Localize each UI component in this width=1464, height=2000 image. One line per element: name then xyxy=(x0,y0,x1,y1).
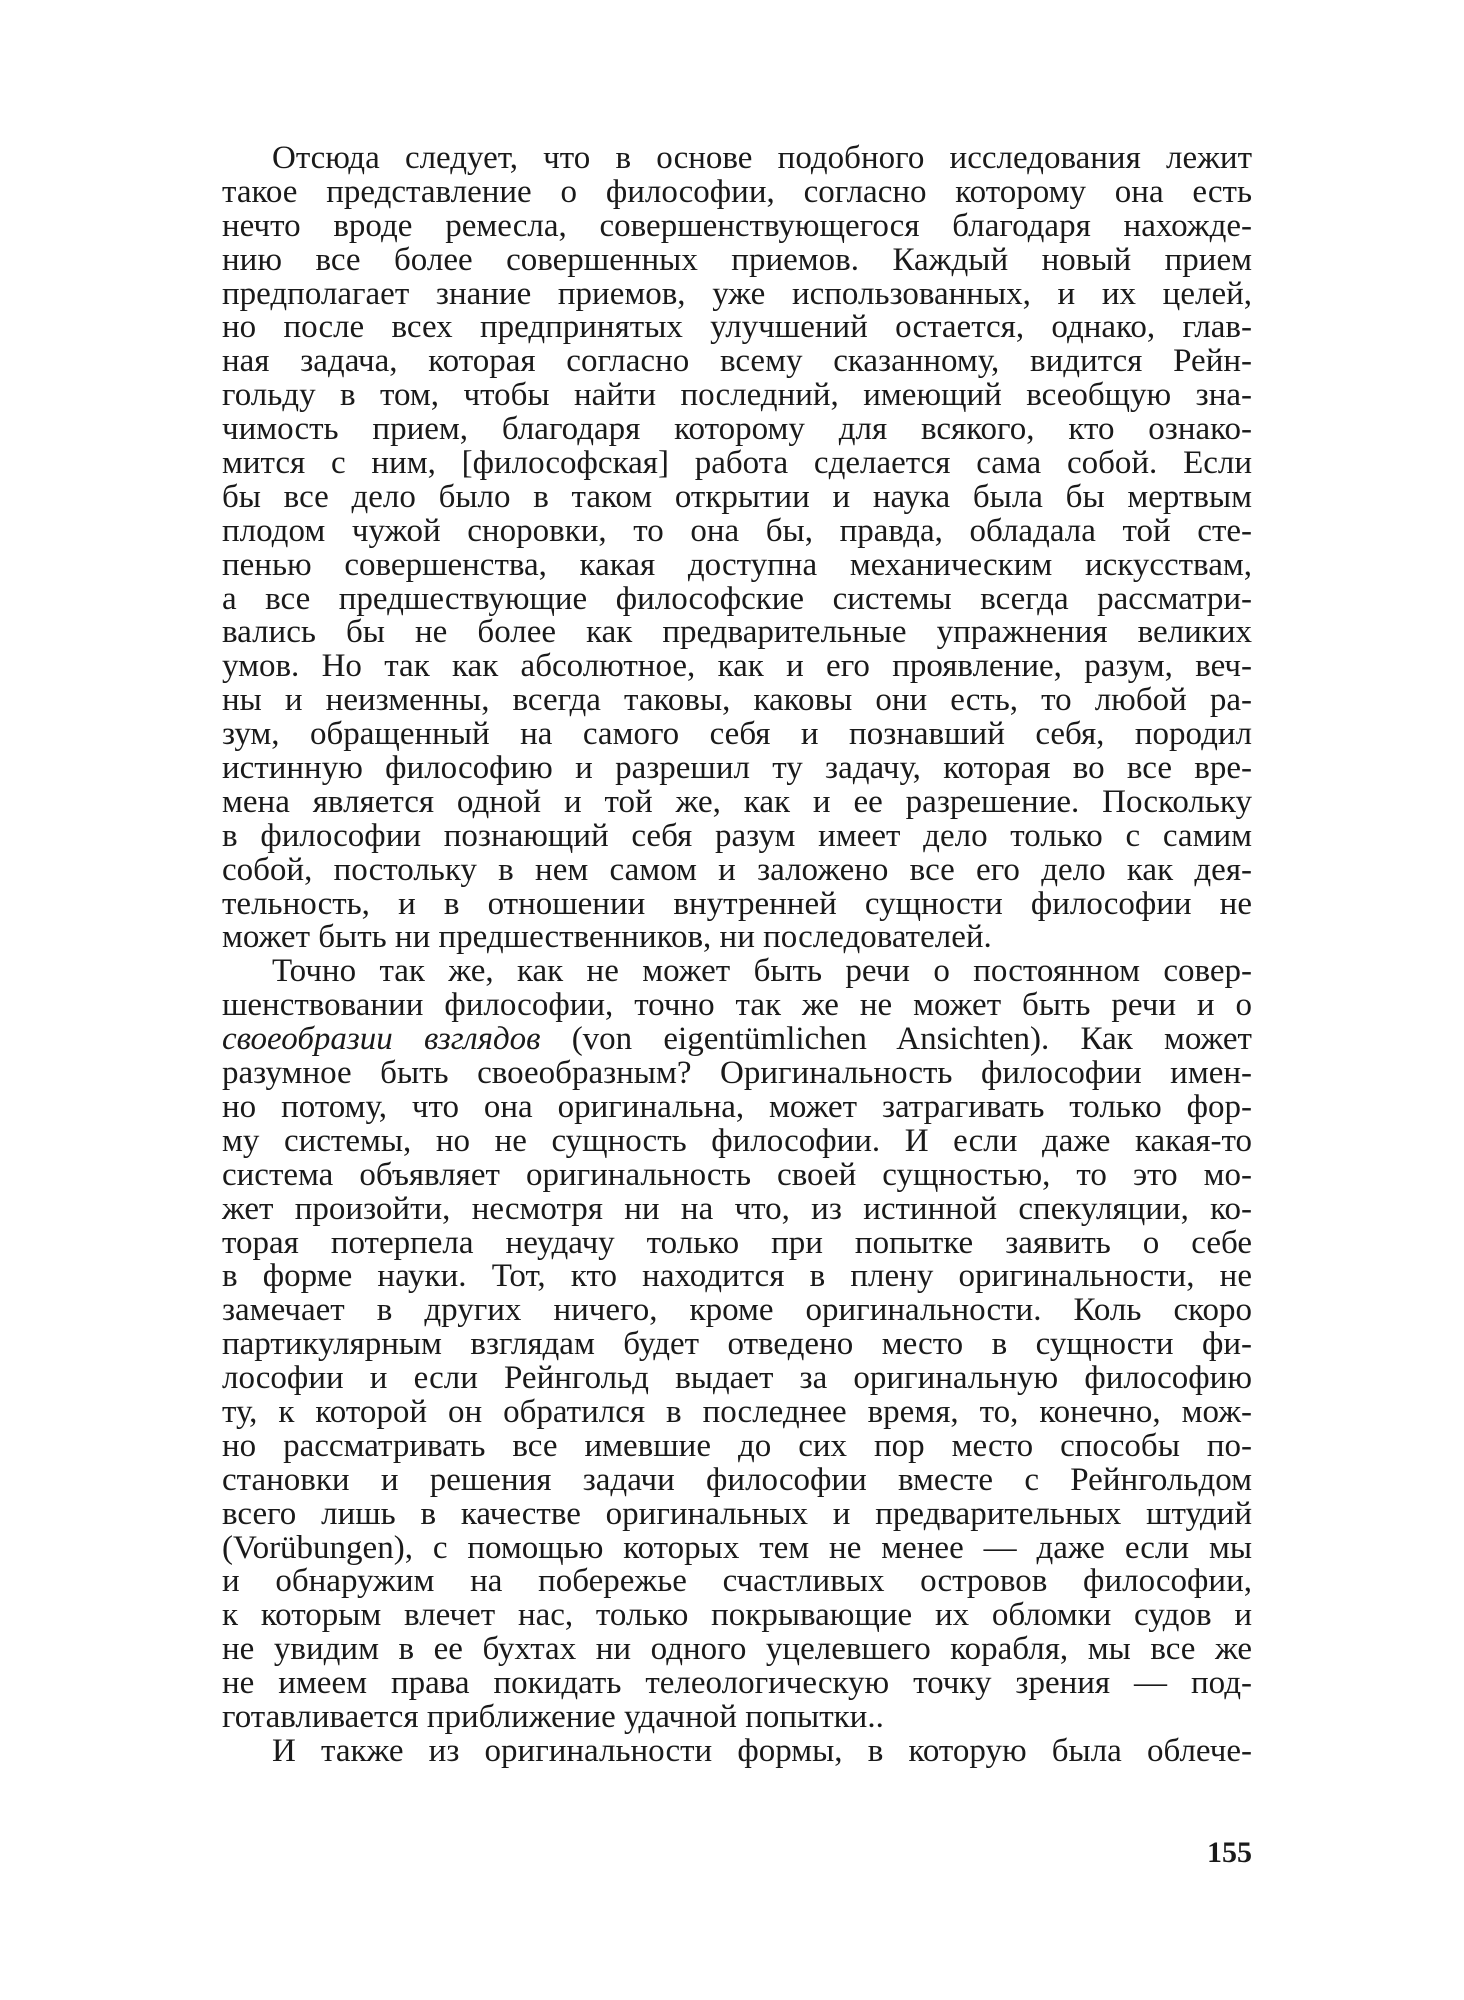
text-line: нечто вроде ремесла, совершенствующегося благодаря нахожде- xyxy=(222,207,1252,244)
text-line: нию все более совершенных приемов. Каждый новый прием xyxy=(222,241,1252,278)
text-line: и обнаружим на побережье счастливых островов философии, xyxy=(222,1563,1252,1600)
text-line: замечает в других ничего, кроме оригинальности. Коль скоро xyxy=(222,1292,1252,1329)
text-line: пенью совершенства, какая доступна механическим искусствам, xyxy=(222,546,1252,583)
text-line: но потому, что она оригинальна, может затрагивать только фор- xyxy=(222,1088,1252,1125)
text-line: предполагает знание приемов, уже использованных, и их целей, xyxy=(222,275,1252,312)
text-line: в форме науки. Тот, кто находится в плену оригинальности, не xyxy=(222,1258,1252,1295)
text-line: но рассматривать все имевшие до сих пор место способы по- xyxy=(222,1427,1252,1464)
page-number: 155 xyxy=(1207,1836,1252,1869)
text-line: чимость прием, благодаря которому для всякого, кто ознако- xyxy=(222,411,1252,448)
text-line: может быть ни предшественников, ни последователей. xyxy=(222,919,992,956)
text-line: к которым влечет нас, только покрывающие их обломки судов и xyxy=(222,1597,1252,1634)
text-line: шенствовании философии, точно так же не может быть речи и о xyxy=(222,987,1252,1024)
text-line: собой, постольку в нем самом и заложено все его дело как дея- xyxy=(222,851,1252,888)
body-text xyxy=(222,142,1252,1769)
text-line: не увидим в ее бухтах ни одного уцелевшего корабля, мы все же xyxy=(222,1631,1252,1668)
text-line: мится с ним, [философская] работа сделается сама собой. Если xyxy=(222,445,1252,482)
text-line: партикулярным взглядам будет отведено место в сущности фи- xyxy=(222,1326,1252,1363)
text-line: система объявляет оригинальность своей сущностью, то это мо- xyxy=(222,1156,1252,1193)
paragraph-1 xyxy=(222,142,1252,955)
text-line: мена является одной и той же, как и ее разрешение. Поскольку xyxy=(222,783,1252,820)
text-line: а все предшествующие философские системы всегда рассматри- xyxy=(222,580,1252,617)
text-line: зум, обращенный на самого себя и познавший себя, породил xyxy=(222,716,1252,753)
text-line xyxy=(222,1023,1252,1057)
text-line: разумное быть своеобразным? Оригинальность философии имен- xyxy=(222,1055,1252,1092)
text-line: И также из оригинальности формы, в которую была облече- xyxy=(272,1732,1252,1769)
text-line: лософии и если Рейнгольд выдает за оригинальную философию xyxy=(222,1360,1252,1397)
text-line: плодом чужой сноровки, то она бы, правда, обладала той сте- xyxy=(222,512,1252,549)
text-line: умов. Но так как абсолютное, как и его проявление, разум, веч- xyxy=(222,648,1252,685)
text-line: вались бы не более как предварительные упражнения великих xyxy=(222,614,1252,651)
text-line: Отсюда следует, что в основе подобного исследования лежит xyxy=(272,140,1252,176)
text-line: но после всех предпринятых улучшений остается, однако, глав- xyxy=(222,309,1252,346)
text-fragment: (von eigentümlichen Ansichten). Как может xyxy=(540,1021,1252,1058)
text-line: торая потерпела неудачу только при попытке заявить о себе xyxy=(222,1224,1252,1261)
text-line: гольду в том, чтобы найти последний, имеющий всеобщую зна- xyxy=(222,377,1252,414)
text-line: такое представление о философии, согласно которому она есть xyxy=(222,173,1252,210)
text-line: бы все дело было в таком открытии и наука была бы мертвым xyxy=(222,478,1252,515)
text-line: ту, к которой он обратился в последнее время, то, конечно, мож- xyxy=(222,1393,1252,1430)
text-line: ная задача, которая согласно всему сказанному, видится Рейн- xyxy=(222,343,1252,380)
text-line: становки и решения задачи философии вместе с Рейнгольдом xyxy=(222,1461,1252,1498)
paragraph-3 xyxy=(222,1732,1252,1769)
text-line: Точно так же, как не может быть речи о постоянном совер- xyxy=(272,953,1252,990)
text-line: не имеем права покидать телеологическую точку зрения — под- xyxy=(222,1665,1252,1702)
text-line: всего лишь в качестве оригинальных и предварительных штудий xyxy=(222,1495,1252,1532)
text-line: му системы, но не сущность философии. И если даже какая-то xyxy=(222,1122,1252,1159)
text-line: (Vorübungen), с помощью которых тем не менее — даже если мы xyxy=(222,1529,1252,1566)
text-line: в философии познающий себя разум имеет дело только с самим xyxy=(222,817,1252,854)
text-line: тельность, и в отношении внутренней сущности философии не xyxy=(222,885,1252,922)
text-line: ны и неизменны, всегда таковы, каковы они есть, то любой ра- xyxy=(222,682,1252,719)
text-line: истинную философию и разрешил ту задачу, которая во все вре- xyxy=(222,750,1252,787)
text-line: жет произойти, несмотря ни на что, из истинной спекуляции, ко- xyxy=(222,1190,1252,1227)
italic-term: своеобразии взглядов xyxy=(222,1021,541,1058)
paragraph-2 xyxy=(222,955,1252,1734)
text-line: готавливается приближение удачной попытки.. xyxy=(222,1698,884,1735)
